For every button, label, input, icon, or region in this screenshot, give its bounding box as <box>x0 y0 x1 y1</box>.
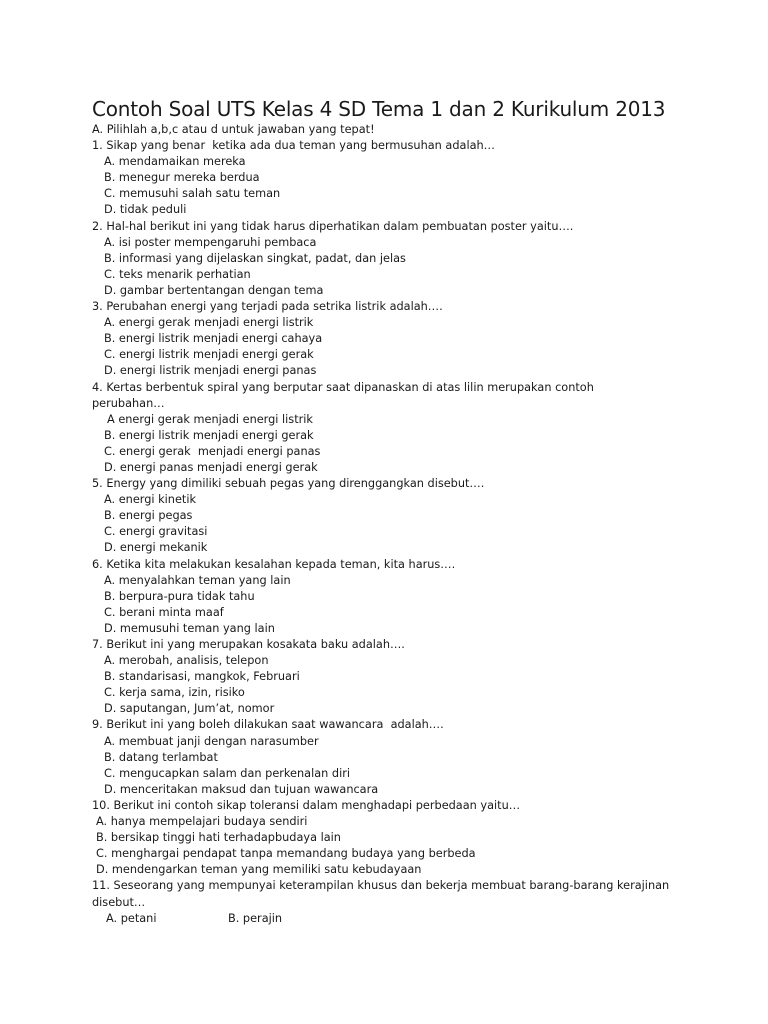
question-text: 4. Kertas berbentuk spiral yang berputar saat dipanaskan di atas lilin merupakan contoh <box>92 380 594 394</box>
option-d: D. mendengarkan teman yang memiliki satu kebudayaan <box>96 863 422 877</box>
option-c: C. kerja sama, izin, risiko <box>104 686 245 700</box>
option-c: C. memusuhi salah satu teman <box>104 187 281 201</box>
option-b: B. energi listrik menjadi energi cahaya <box>104 332 323 346</box>
option-d: D. energi panas menjadi energi gerak <box>104 460 318 474</box>
question-6 <box>92 557 742 637</box>
option-a: A. energi kinetik <box>104 493 197 507</box>
question-7 <box>92 637 742 717</box>
option-b: B. bersikap tinggi hati terhadapbudaya lain <box>96 831 341 845</box>
option-d: D. gambar bertentangan dengan tema <box>104 283 324 297</box>
question-text: 6. Ketika kita melakukan kesalahan kepada teman, kita harus…. <box>92 557 456 571</box>
option-d: D. energi mekanik <box>104 541 208 555</box>
option-c: C. energi listrik menjadi energi gerak <box>104 348 314 362</box>
option-c: C. berani minta maaf <box>104 605 224 619</box>
option-c: C. teks menarik perhatian <box>104 267 251 281</box>
option-b: B. standarisasi, mangkok, Februari <box>104 670 300 684</box>
option-a: A. merobah, analisis, telepon <box>104 654 269 668</box>
question-4 <box>92 380 742 477</box>
question-2 <box>92 219 742 299</box>
question-text: 3. Perubahan energi yang terjadi pada setrika listrik adalah…. <box>92 300 443 314</box>
option-a: A. petani <box>106 911 157 925</box>
question-text: 2. Hal-hal berikut ini yang tidak harus diperhatikan dalam pembuatan poster yaitu…. <box>92 219 574 233</box>
question-3 <box>92 299 742 379</box>
instruction: A. Pilihlah a,b,c atau d untuk jawaban yang tepat! <box>92 123 375 136</box>
option-b: B. energi pegas <box>104 509 193 523</box>
option-b: B. datang terlambat <box>104 750 218 764</box>
question-10 <box>92 798 742 878</box>
question-text: 7. Berikut ini yang merupakan kosakata baku adalah…. <box>92 638 405 651</box>
option-a: A energi gerak menjadi energi listrik <box>107 412 313 426</box>
option-c: C. energi gerak menjadi energi panas <box>104 444 321 458</box>
question-5 <box>92 476 742 556</box>
option-c: C. energi gravitasi <box>104 525 208 539</box>
question-text: 5. Energy yang dimiliki sebuah pegas yang direnggangkan disebut…. <box>92 477 485 491</box>
option-d: D. saputangan, Jum’at, nomor <box>104 702 275 716</box>
option-a: A. hanya mempelajari budaya sendiri <box>96 815 308 829</box>
question-text: 1. Sikap yang benar ketika ada dua teman yang bermusuhan adalah… <box>92 139 495 153</box>
question-text-continuation: disebut… <box>92 895 146 909</box>
question-text: 10. Berikut ini contoh sikap toleransi dalam menghadapi perbedaan yaitu… <box>92 798 521 812</box>
option-d: D. menceritakan maksud dan tujuan wawancara <box>104 782 379 796</box>
option-b: B. energi listrik menjadi energi gerak <box>104 428 314 442</box>
question-text: 9. Berikut ini yang boleh dilakukan saat wawancara adalah…. <box>92 718 444 732</box>
option-b: B. menegur mereka berdua <box>104 171 260 185</box>
option-a: A. energi gerak menjadi energi listrik <box>104 316 314 330</box>
option-c: C. menghargai pendapat tanpa memandang budaya yang berbeda <box>96 847 476 861</box>
inline-options <box>92 911 742 927</box>
option-a: A. isi poster mempengaruhi pembaca <box>104 235 317 249</box>
option-d: D. memusuhi teman yang lain <box>104 621 275 635</box>
option-c: C. mengucapkan salam dan perkenalan diri <box>104 766 350 780</box>
option-d: D. tidak peduli <box>104 203 187 217</box>
option-a: A. membuat janji dengan narasumber <box>104 734 319 748</box>
question-9 <box>92 717 742 797</box>
option-b: B. perajin <box>228 911 283 925</box>
question-text: 11. Seseorang yang mempunyai keterampilan khusus dan bekerja membuat barang-barang kerajinan <box>92 879 670 893</box>
document-page <box>92 96 742 927</box>
document-title: Contoh Soal UTS Kelas 4 SD Tema 1 dan 2 Kurikulum 2013 <box>92 97 666 121</box>
question-text-continuation: perubahan… <box>92 396 165 410</box>
option-d: D. energi listrik menjadi energi panas <box>104 364 317 378</box>
option-b: B. informasi yang dijelaskan singkat, padat, dan jelas <box>104 251 406 265</box>
option-b: B. berpura-pura tidak tahu <box>104 589 255 603</box>
option-a: A. mendamaikan mereka <box>104 155 246 169</box>
question-11 <box>92 878 742 926</box>
question-1 <box>92 138 742 218</box>
option-a: A. menyalahkan teman yang lain <box>104 573 291 587</box>
